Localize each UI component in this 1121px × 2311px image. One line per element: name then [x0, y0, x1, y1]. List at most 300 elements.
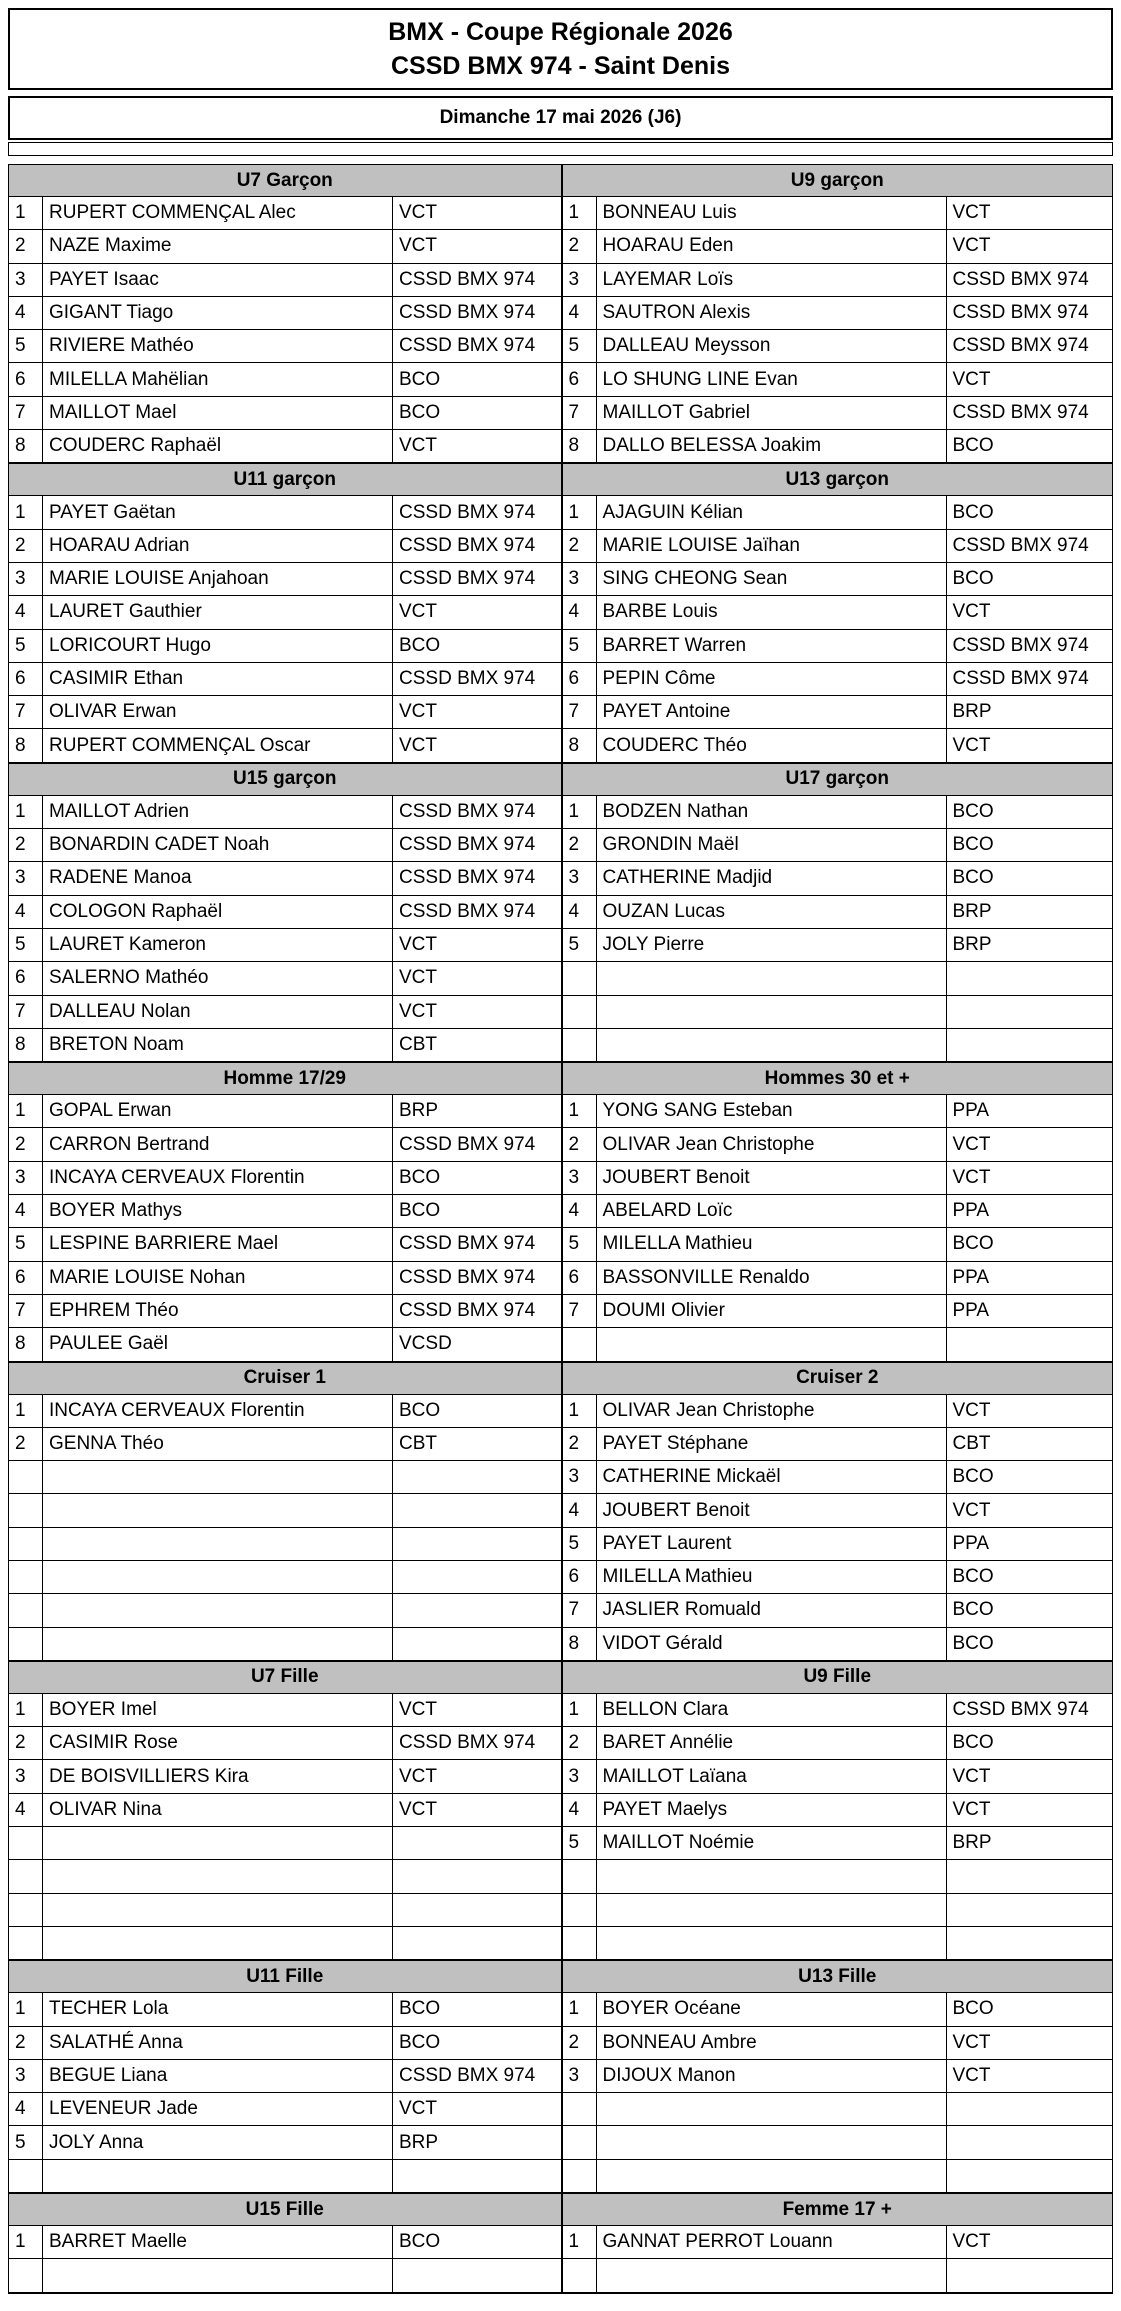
club-cell: BCO [399, 2031, 441, 2053]
rank-cell: 5 [9, 929, 43, 961]
category-table [561, 2194, 1113, 2293]
rank-cell: 1 [9, 1694, 43, 1726]
club-cell: BCO [952, 1632, 994, 1654]
rider-name-cell [597, 1860, 947, 1892]
rank-cell: 5 [9, 630, 43, 662]
club-cell [393, 2160, 561, 2192]
table-row [563, 2259, 1113, 2292]
table-row [563, 1494, 1113, 1527]
rider-name-cell: BONNEAU Ambre [597, 2027, 947, 2059]
rank-cell: 4 [563, 1195, 597, 1227]
table-row [9, 2060, 561, 2093]
rank-cell: 8 [9, 1328, 43, 1360]
club-cell: VCT [952, 1399, 991, 1421]
category-table [561, 464, 1113, 762]
rider-name-cell [43, 1461, 393, 1493]
rank-cell: 1 [9, 1993, 43, 2025]
rank-cell: 6 [563, 1561, 597, 1593]
table-row [9, 1428, 561, 1461]
table-row [563, 1594, 1113, 1627]
table-row [563, 2160, 1113, 2193]
club-cell: VCT [399, 1765, 437, 1787]
table-row [563, 1029, 1113, 1062]
rider-name-cell [43, 1894, 393, 1926]
rank-cell: 2 [9, 2027, 43, 2059]
rider-name-cell [43, 2160, 393, 2192]
category-table [9, 2194, 561, 2293]
rank-cell: 4 [563, 896, 597, 928]
club-cell: PPA [952, 1532, 990, 1554]
rider-name-cell [597, 2160, 947, 2192]
table-row [9, 264, 561, 297]
table-row [9, 862, 561, 895]
category-block [8, 764, 1113, 1063]
rider-name-cell [597, 2259, 947, 2291]
table-row [9, 1461, 561, 1494]
table-row [563, 2093, 1113, 2126]
table-row [9, 1195, 561, 1228]
rider-name-cell: HOARAU Adrian [43, 530, 393, 562]
category-header: U11 Fille [9, 1961, 561, 1993]
table-row [563, 1295, 1113, 1328]
rider-name-cell: CATHERINE Madjid [597, 862, 947, 894]
rank-cell: 1 [9, 1395, 43, 1427]
table-row [9, 1295, 561, 1328]
rank-cell [563, 2160, 597, 2192]
club-cell: BRP [399, 1100, 439, 1122]
rider-name-cell [43, 2259, 393, 2291]
rank-cell: 4 [563, 297, 597, 329]
rider-name-cell [597, 2093, 947, 2125]
club-cell: CSSD BMX 974 [952, 668, 1089, 689]
rank-cell [9, 1561, 43, 1593]
rank-cell: 3 [9, 563, 43, 595]
rider-name-cell: JOLY Pierre [597, 929, 947, 961]
category-block [8, 2194, 1113, 2294]
rank-cell: 4 [9, 896, 43, 928]
table-row [563, 1162, 1113, 1195]
table-row [563, 1561, 1113, 1594]
rank-cell: 4 [563, 1794, 597, 1826]
table-row [9, 330, 561, 363]
table-row [563, 530, 1113, 563]
rider-name-cell: BEGUE Liana [43, 2060, 393, 2092]
club-cell: CSSD BMX 974 [952, 335, 1089, 357]
category-block [8, 464, 1113, 763]
club-cell: PPA [952, 1300, 990, 1322]
club-cell: VCT [399, 601, 437, 623]
rider-name-cell: PEPIN Côme [597, 663, 947, 695]
rider-name-cell: TECHER Lola [43, 1993, 393, 2025]
table-row [563, 1461, 1113, 1494]
table-row [9, 363, 561, 396]
category-table [561, 1662, 1113, 1960]
club-cell: BCO [399, 401, 441, 423]
rider-name-cell: LORICOURT Hugo [43, 630, 393, 662]
rank-cell: 7 [563, 696, 597, 728]
rider-name-cell: INCAYA CERVEAUX Florentin [43, 1395, 393, 1427]
club-cell: VCT [399, 202, 437, 224]
rank-cell: 2 [9, 1428, 43, 1460]
rider-name-cell: MARIE LOUISE Nohan [43, 1262, 393, 1294]
rank-cell: 1 [563, 197, 597, 229]
category-table [9, 1961, 561, 2193]
table-row [563, 197, 1113, 230]
rank-cell: 8 [563, 729, 597, 761]
rank-cell: 4 [563, 1494, 597, 1526]
rider-name-cell [43, 1860, 393, 1892]
table-row [9, 563, 561, 596]
rank-cell [563, 962, 597, 994]
club-cell: PPA [952, 1200, 990, 1222]
table-row [563, 1993, 1113, 2026]
rider-name-cell: BODZEN Nathan [597, 796, 947, 828]
table-row [9, 1694, 561, 1727]
club-cell: PPA [952, 1266, 990, 1288]
club-cell: CSSD BMX 974 [952, 401, 1089, 423]
club-cell [947, 2160, 1113, 2192]
rank-cell: 2 [9, 1128, 43, 1160]
rider-name-cell: DALLO BELESSA Joakim [597, 430, 947, 462]
rank-cell: 4 [9, 596, 43, 628]
club-cell: VCT [952, 734, 991, 756]
rider-name-cell: BONNEAU Luis [597, 197, 947, 229]
rank-cell: 4 [9, 1794, 43, 1826]
category-block [8, 164, 1113, 464]
club-cell: VCT [952, 2031, 991, 2053]
club-cell: CSSD BMX 974 [399, 2064, 536, 2086]
rider-name-cell [597, 1029, 947, 1061]
rider-name-cell: GENNA Théo [43, 1428, 393, 1460]
rider-name-cell: BARBE Louis [597, 596, 947, 628]
rider-name-cell: DALLEAU Meysson [597, 330, 947, 362]
rider-name-cell: GOPAL Erwan [43, 1095, 393, 1127]
rank-cell: 5 [563, 630, 597, 662]
club-cell [947, 2126, 1113, 2158]
club-cell: VCT [952, 1499, 991, 1521]
rider-name-cell [597, 2126, 947, 2158]
table-row [563, 896, 1113, 929]
club-cell: CSSD BMX 974 [399, 1233, 536, 1255]
rank-cell [9, 1827, 43, 1859]
table-row [9, 729, 561, 762]
table-row [9, 996, 561, 1029]
rider-name-cell: LAURET Kameron [43, 929, 393, 961]
rider-name-cell: RUPERT COMMENÇAL Alec [43, 197, 393, 229]
rider-name-cell: RIVIERE Mathéo [43, 330, 393, 362]
rider-name-cell: PAYET Laurent [597, 1528, 947, 1560]
club-cell: BCO [952, 1998, 994, 2020]
club-cell: VCT [399, 934, 437, 956]
category-block [8, 1961, 1113, 2194]
club-cell: VCT [399, 2098, 437, 2120]
rider-name-cell: LEVENEUR Jade [43, 2093, 393, 2125]
club-cell: CSSD BMX 974 [399, 900, 536, 922]
club-cell: CSSD BMX 974 [399, 668, 536, 689]
rider-name-cell: MAILLOT Laïana [597, 1760, 947, 1792]
table-row [563, 1794, 1113, 1827]
table-row [9, 2126, 561, 2159]
rider-name-cell: GANNAT PERROT Louann [597, 2226, 947, 2258]
rank-cell: 1 [9, 1095, 43, 1127]
table-row [563, 563, 1113, 596]
rank-cell: 7 [563, 1295, 597, 1327]
rider-name-cell: MILELLA Mathieu [597, 1561, 947, 1593]
club-cell: VCT [399, 235, 437, 257]
rider-name-cell: OLIVAR Nina [43, 1794, 393, 1826]
table-row [563, 1095, 1113, 1128]
club-cell: BCO [399, 1200, 441, 1222]
rank-cell: 5 [9, 330, 43, 362]
club-cell: BCO [399, 634, 441, 656]
table-row [9, 1528, 561, 1561]
rank-cell: 6 [563, 1262, 597, 1294]
club-cell: BCO [952, 800, 994, 822]
rank-cell [563, 1894, 597, 1926]
rider-name-cell: BARET Annélie [597, 1727, 947, 1759]
table-row [9, 197, 561, 230]
table-row [9, 230, 561, 263]
category-header: U7 Fille [9, 1662, 561, 1694]
club-cell [947, 1894, 1113, 1926]
event-title: BMX - Coupe Régionale 2026 [388, 18, 733, 46]
table-row [9, 397, 561, 430]
rank-cell [563, 1328, 597, 1360]
rank-cell: 3 [9, 862, 43, 894]
club-cell [393, 2259, 561, 2291]
table-row [563, 496, 1113, 529]
club-cell: VCT [952, 235, 991, 257]
table-row [9, 1395, 561, 1428]
club-cell: CSSD BMX 974 [952, 1699, 1089, 1721]
table-row [563, 297, 1113, 330]
rider-name-cell: COLOGON Raphaël [43, 896, 393, 928]
rank-cell: 8 [563, 1628, 597, 1660]
table-row [563, 1760, 1113, 1793]
rank-cell: 4 [9, 2093, 43, 2125]
rider-name-cell: COUDERC Raphaël [43, 430, 393, 462]
rider-name-cell: DALLEAU Nolan [43, 996, 393, 1028]
club-cell: BCO [399, 1998, 441, 2020]
rider-name-cell: BOYER Mathys [43, 1195, 393, 1227]
club-cell: CBT [399, 1033, 437, 1055]
rank-cell: 5 [9, 2126, 43, 2158]
rank-cell: 4 [563, 596, 597, 628]
table-row [9, 1594, 561, 1627]
rider-name-cell: BARRET Warren [597, 630, 947, 662]
club-cell: VCT [952, 202, 991, 224]
club-cell: CSSD BMX 974 [399, 534, 536, 556]
club-cell: VCT [952, 1166, 991, 1188]
rider-name-cell: CASIMIR Rose [43, 1727, 393, 1759]
club-cell: BRP [952, 701, 992, 723]
table-row [9, 896, 561, 929]
table-row [9, 430, 561, 463]
category-header: Cruiser 2 [563, 1363, 1113, 1395]
club-cell: VCT [399, 1000, 437, 1022]
club-cell [947, 996, 1113, 1028]
table-row [9, 1727, 561, 1760]
rider-name-cell: PAYET Maelys [597, 1794, 947, 1826]
rider-name-cell: NAZE Maxime [43, 230, 393, 262]
table-row [563, 1694, 1113, 1727]
rider-name-cell: GRONDIN Maël [597, 829, 947, 861]
rider-name-cell: COUDERC Théo [597, 729, 947, 761]
rank-cell [9, 1594, 43, 1626]
rider-name-cell [597, 996, 947, 1028]
rider-name-cell: LAYEMAR Loïs [597, 264, 947, 296]
table-row [9, 496, 561, 529]
club-cell: CSSD BMX 974 [399, 501, 536, 523]
table-row [9, 297, 561, 330]
rank-cell: 7 [9, 996, 43, 1028]
rank-cell: 7 [563, 1594, 597, 1626]
rider-name-cell: PAYET Antoine [597, 696, 947, 728]
rider-name-cell: BARRET Maelle [43, 2226, 393, 2258]
rider-name-cell: CASIMIR Ethan [43, 663, 393, 695]
club-cell: BCO [952, 501, 994, 523]
club-cell [393, 1827, 561, 1859]
rank-cell: 5 [563, 929, 597, 961]
rank-cell: 1 [563, 1395, 597, 1427]
club-cell [393, 1894, 561, 1926]
rider-name-cell [43, 1927, 393, 1959]
category-header: Homme 17/29 [9, 1063, 561, 1095]
rank-cell: 3 [9, 1162, 43, 1194]
category-header: U7 Garçon [9, 165, 561, 197]
table-row [563, 2027, 1113, 2060]
table-row [9, 696, 561, 729]
rank-cell: 3 [9, 2060, 43, 2092]
rank-cell [563, 996, 597, 1028]
club-cell: VCT [399, 1699, 437, 1721]
rider-name-cell: OLIVAR Jean Christophe [597, 1395, 947, 1427]
rank-cell: 1 [563, 2226, 597, 2258]
club-cell: BCO [952, 1466, 994, 1488]
rider-name-cell: RADENE Manoa [43, 862, 393, 894]
table-row [563, 1927, 1113, 1960]
rank-cell: 2 [9, 230, 43, 262]
club-cell: CSSD BMX 974 [952, 302, 1089, 324]
rank-cell: 2 [563, 530, 597, 562]
club-cell: VCSD [399, 1333, 452, 1355]
table-row [563, 2126, 1113, 2159]
rank-cell: 7 [9, 696, 43, 728]
category-header: Femme 17 + [563, 2194, 1113, 2226]
club-cell: CSSD BMX 974 [952, 634, 1089, 656]
club-cell: BCO [399, 368, 441, 390]
club-cell: CSSD BMX 974 [399, 268, 536, 290]
club-cell [947, 962, 1113, 994]
rank-cell: 8 [563, 430, 597, 462]
rank-cell: 1 [9, 796, 43, 828]
club-cell: CSSD BMX 974 [399, 302, 536, 324]
club-cell: BRP [952, 934, 992, 956]
table-row [563, 1727, 1113, 1760]
rank-cell: 6 [563, 363, 597, 395]
club-cell [947, 2093, 1113, 2125]
club-cell: BRP [399, 2131, 439, 2153]
club-cell: BCO [399, 1399, 441, 1421]
rider-name-cell: AJAGUIN Kélian [597, 496, 947, 528]
club-cell: CSSD BMX 974 [399, 1266, 536, 1288]
club-cell [947, 1927, 1113, 1959]
rank-cell: 3 [563, 1461, 597, 1493]
category-block [8, 1662, 1113, 1961]
table-row [9, 530, 561, 563]
table-row [9, 1894, 561, 1927]
club-cell: CSSD BMX 974 [399, 1300, 536, 1322]
table-row [563, 230, 1113, 263]
rank-cell: 2 [9, 530, 43, 562]
table-row [563, 962, 1113, 995]
rider-name-cell: LO SHUNG LINE Evan [597, 363, 947, 395]
rank-cell: 3 [563, 1760, 597, 1792]
club-cell: BCO [952, 1233, 994, 1255]
category-header: U9 Fille [563, 1662, 1113, 1694]
club-cell: BCO [399, 2231, 441, 2253]
rank-cell: 6 [563, 663, 597, 695]
table-row [9, 630, 561, 663]
table-row [563, 1195, 1113, 1228]
category-table [9, 464, 561, 762]
table-row [9, 1095, 561, 1128]
rider-name-cell: SING CHEONG Sean [597, 563, 947, 595]
category-table [9, 165, 561, 463]
category-table [561, 1363, 1113, 1661]
rider-name-cell: CARRON Bertrand [43, 1128, 393, 1160]
rider-name-cell: LAURET Gauthier [43, 596, 393, 628]
rider-name-cell: INCAYA CERVEAUX Florentin [43, 1162, 393, 1194]
table-row [9, 829, 561, 862]
rank-cell [9, 2160, 43, 2192]
table-row [9, 2259, 561, 2292]
rank-cell [9, 1461, 43, 1493]
club-cell: CSSD BMX 974 [399, 834, 536, 856]
club-cell: CSSD BMX 974 [399, 568, 536, 590]
results-sheet [8, 8, 1113, 2294]
rider-name-cell: MARIE LOUISE Jaïhan [597, 530, 947, 562]
table-row [9, 1760, 561, 1793]
club-cell: BRP [952, 1832, 992, 1854]
table-row [9, 1494, 561, 1527]
category-table [561, 1063, 1113, 1361]
rider-name-cell [597, 1894, 947, 1926]
rider-name-cell: BRETON Noam [43, 1029, 393, 1061]
rider-name-cell: LESPINE BARRIERE Mael [43, 1228, 393, 1260]
rank-cell: 2 [9, 1727, 43, 1759]
event-organizer: CSSD BMX 974 - Saint Denis [391, 52, 730, 80]
rank-cell: 2 [563, 1428, 597, 1460]
rider-name-cell [597, 1328, 947, 1360]
club-cell: BCO [952, 435, 994, 457]
rider-name-cell: EPHREM Théo [43, 1295, 393, 1327]
rank-cell [9, 1894, 43, 1926]
rider-name-cell [43, 1528, 393, 1560]
table-row [563, 2060, 1113, 2093]
category-table [9, 764, 561, 1062]
spacer-row [8, 142, 1113, 156]
club-cell [947, 1029, 1113, 1061]
rank-cell: 1 [563, 1694, 597, 1726]
table-row [9, 962, 561, 995]
rider-name-cell: CATHERINE Mickaël [597, 1461, 947, 1493]
rider-name-cell: PAYET Isaac [43, 264, 393, 296]
rider-name-cell: ABELARD Loïc [597, 1195, 947, 1227]
rider-name-cell: PAYET Stéphane [597, 1428, 947, 1460]
rank-cell [9, 1528, 43, 1560]
rider-name-cell: DOUMI Olivier [597, 1295, 947, 1327]
